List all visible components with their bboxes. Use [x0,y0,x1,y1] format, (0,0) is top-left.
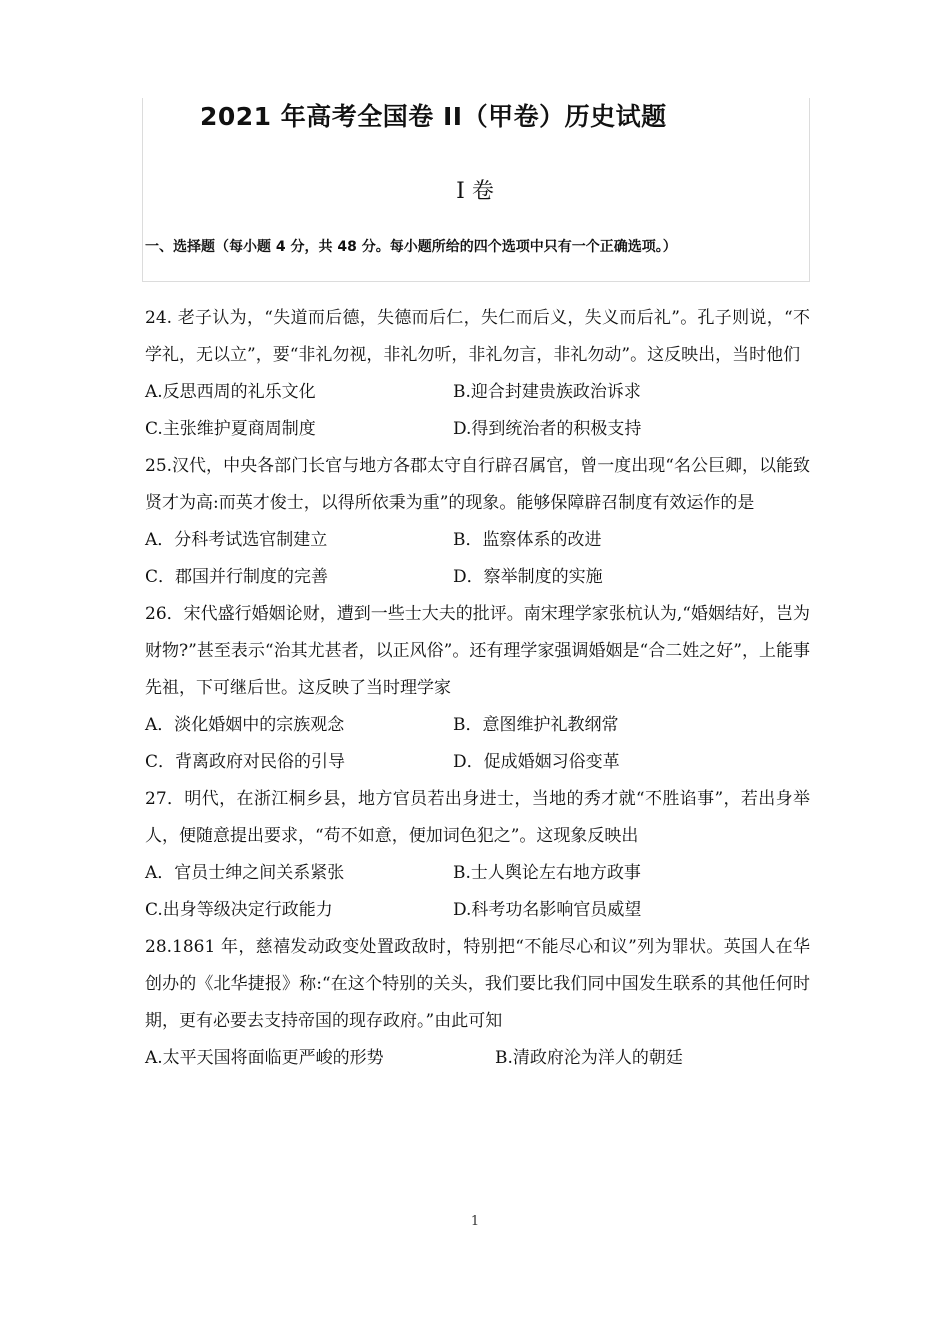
section-title: I 卷 [456,179,494,204]
option-d: D.科考功名影响官员威望 [453,900,642,920]
option-a: A.太平天国将面临更严峻的形势 [145,1048,384,1068]
option-row [145,1040,810,1077]
option-c: C.出身等级决定行政能力 [145,900,333,920]
option-row [145,707,810,744]
question-stem: 25.汉代，中央各部门长官与地方各郡太守自行辟召属官，曾一度出现“名公巨卿，以能致贤才为高:而英才俊士，以得所依秉为重”的现象。能够保障辟召制度有效运作的是 [145,456,810,513]
option-row [145,374,810,411]
option-a: A．淡化婚姻中的宗族观念 [145,715,345,735]
option-b: B.清政府沦为洋人的朝廷 [495,1048,683,1068]
option-c: C．郡国并行制度的完善 [145,567,329,587]
option-row [145,892,810,929]
option-d: D．察举制度的实施 [453,567,603,587]
document-title: 2021 年高考全国卷 II（甲卷）历史试题 [200,102,667,131]
question-stem: 26．宋代盛行婚姻论财，遭到一些士大夫的批评。南宋理学家张杭认为,“婚姻结好，岂为财物?”甚至表示“治其尤甚者，以正风俗”。还有理学家强调婚姻是“合二姓之好”，上能事先祖，下可继后世。这反映了当时理学家 [145,604,810,698]
option-row [145,855,810,892]
question-26 [145,596,810,781]
option-row [145,744,810,781]
question-27 [145,781,810,929]
option-a: A．官员士绅之间关系紧张 [145,863,345,883]
option-b: B.迎合封建贵族政治诉求 [453,382,641,402]
option-c: C．背离政府对民俗的引导 [145,752,346,772]
option-a: A．分科考试选官制建立 [145,530,328,550]
option-d: D．促成婚姻习俗变革 [453,752,620,772]
option-c: C.主张维护夏商周制度 [145,419,316,439]
option-row [145,559,810,596]
option-b: B．意图维护礼教纲常 [453,715,619,735]
question-stem: 28.1861 年，慈禧发动政变处置政敌时，特别把“不能尽心和议”列为罪状。英国人在华创办的《北华捷报》称:“在这个特别的关头，我们要比我们同中国发生联系的其他任何时期，更有必要去支持帝国的现存政府。”由此可知 [145,937,810,1031]
question-28 [145,929,810,1077]
option-row [145,411,810,448]
question-stem: 27．明代，在浙江桐乡县，地方官员若出身进士，当地的秀才就“不胜谄事”，若出身举人，便随意提出要求，“苟不如意，便加词色犯之”。这现象反映出 [145,789,810,846]
section-instructions: 一、选择题（每小题 4 分，共 48 分。每小题所给的四个选项中只有一个正确选项。） [145,239,677,255]
question-stem: 24. 老子认为，“失道而后德，失德而后仁，失仁而后义，失义而后礼”。孔子则说，“不学礼，无以立”，要“非礼勿视，非礼勿听，非礼勿言，非礼勿动”。这反映出，当时他们 [145,308,810,365]
option-b: B．监察体系的改进 [453,530,602,550]
option-row [145,522,810,559]
page-number: 1 [470,1214,480,1229]
question-24 [145,300,810,448]
option-b: B.士人舆论左右地方政事 [453,863,641,883]
question-25 [145,448,810,596]
option-d: D.得到统治者的积极支持 [453,419,642,439]
question-list [145,300,810,1077]
option-a: A.反思西周的礼乐文化 [145,382,316,402]
